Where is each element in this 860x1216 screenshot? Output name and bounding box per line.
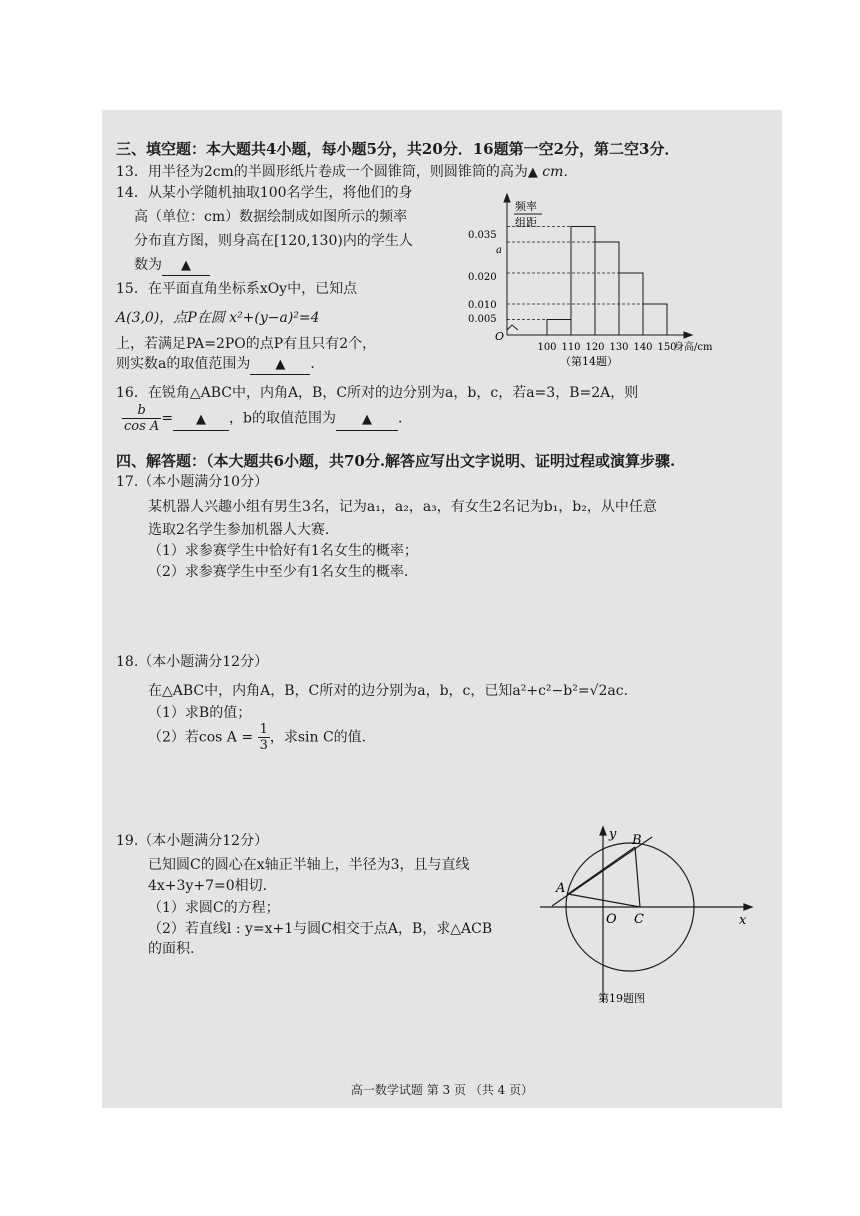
q18-line-3-post: ，求sin C的值.: [269, 729, 367, 746]
q13-tail: cm．: [542, 164, 578, 180]
xtick-label: 150: [657, 342, 677, 353]
hist-bar: [643, 304, 667, 335]
xtick-label: 110: [561, 342, 581, 353]
answer-blank: [336, 409, 398, 431]
q15-line-2: A(3,0)，点P在圆 x²+(y−a)²=4: [116, 310, 320, 326]
answer-blank-mark: ▲: [181, 258, 191, 273]
label-x: x: [739, 913, 747, 928]
histogram-figure: [462, 190, 712, 370]
q17-line-1: 某机器人兴趣小组有男生3名，记为a₁，a₂，a₃，有女生2名记为b₁，b₂，从中任意: [148, 499, 657, 515]
answer-blank: [173, 409, 229, 431]
segment-bc: [635, 847, 640, 907]
section-3-title: 三、填空题：本大题共4小题，每小题5分，共20分．16题第一空2分，第二空3分．: [116, 140, 680, 158]
page-footer: 高一数学试题 第 3 页 （共 4 页）: [350, 1083, 534, 1097]
q16-fraction: [122, 403, 161, 434]
q16-end: ．: [398, 410, 413, 427]
hist-xlabel: 身高/cm: [674, 342, 712, 353]
hist-bar: [595, 242, 619, 335]
q17-line-4: （2）求参赛学生中至少有1名女生的概率.: [148, 564, 409, 580]
x-axis-arrow: [744, 904, 752, 910]
q18-line-3-pre: （2）若cos A =: [148, 729, 254, 746]
q13-text: 13．用半径为2cm的半圆形纸片卷成一个圆锥筒，则圆锥筒的高为: [116, 164, 528, 180]
xtick-label: 100: [537, 342, 557, 353]
xtick-label: 130: [609, 342, 629, 353]
ytick-label-0020: 0.020: [468, 272, 497, 283]
hist-bar: [547, 320, 571, 336]
answer-blank-mark: ▲: [362, 411, 373, 427]
q16-frac-den: cos A: [124, 419, 160, 434]
q18-line-1: 在△ABC中，内角A，B，C所对的边分别为a，b，c，已知a²+c²−b²=√2ac．: [148, 683, 638, 699]
q18-fraction: [258, 722, 270, 753]
origin-label: O: [495, 330, 505, 343]
ytick-label-0010: 0.010: [468, 300, 497, 311]
x-axis-arrow: [684, 332, 692, 338]
q19-head: 19.（本小题满分12分）: [116, 833, 269, 849]
q14-line-1: 14．从某小学随机抽取100名学生，将他们的身: [116, 185, 413, 201]
q16-line-2: [122, 403, 412, 434]
answer-blank-mark: ▲: [275, 357, 286, 372]
q15-tail: 则实数a的取值范围为: [116, 356, 251, 372]
hist-caption: （第14题）: [560, 355, 618, 368]
ytick-label-a: a: [496, 245, 502, 256]
q15-line-3: 上，若满足PA=2PO的点P有且只有2个，: [116, 336, 377, 352]
q14-line-3: 分布直方图，则身高在[120,130)内的学生人: [134, 233, 413, 249]
q19-line-4: （2）若直线l : y=x+1与圆C相交于点A，B，求△ACB: [148, 921, 493, 937]
q19-line-3: （1）求圆C的方程；: [148, 900, 280, 916]
segment-ac: [568, 894, 640, 907]
label-c: C: [634, 912, 644, 927]
hist-ylabel-bottom: 组距: [515, 216, 537, 229]
q17-head: 17.（本小题满分10分）: [116, 474, 269, 490]
q18-frac-den: 3: [259, 738, 268, 753]
label-o: O: [606, 912, 617, 927]
answer-blank-mark: ▲: [527, 165, 538, 180]
q14-tail: 数为: [134, 257, 162, 273]
q17-line-3: （1）求参赛学生中恰好有1名女生的概率；: [148, 543, 418, 559]
q14-line-2: 高（单位：cm）数据绘制成如图所示的频率: [134, 209, 408, 225]
exam-page: [102, 110, 782, 1108]
question-13: [116, 163, 577, 182]
y-axis-arrow: [504, 194, 510, 202]
fig19-caption: 第19题图: [598, 992, 645, 1005]
q19-line-5: 的面积.: [148, 941, 195, 957]
q18-frac-num: 1: [259, 722, 268, 737]
answer-blank: [162, 256, 210, 276]
q18-line-2: （1）求B的值；: [148, 705, 252, 721]
label-a: A: [556, 881, 566, 896]
ytick-label-0005: 0.005: [468, 314, 497, 325]
q19-line-1: 已知圆C的圆心在x轴正半轴上，半径为3，且与直线: [148, 857, 470, 873]
q16-frac-num: b: [122, 403, 161, 419]
hist-bar: [571, 227, 595, 336]
q19-line-2: 4x+3y+7=0相切.: [148, 878, 268, 894]
q16-part2: ，b的取值范围为: [229, 410, 337, 427]
label-y: y: [609, 827, 617, 842]
ytick-label-0035: 0.035: [468, 230, 497, 241]
answer-blank: [250, 355, 310, 375]
q14-line-4: [134, 256, 210, 276]
xtick-label: 120: [585, 342, 605, 353]
q15-line-1: 15．在平面直角坐标系xOy中，已知点: [116, 281, 358, 297]
q15-line-4: 则实数a的取值范围为 ▲ ．: [116, 355, 324, 375]
hist-ylabel-top: 频率: [515, 200, 537, 213]
y-axis-arrow: [600, 827, 606, 835]
circle-figure-19: [534, 822, 756, 1012]
xtick-label: 140: [633, 342, 653, 353]
q16-line-1: 16．在锐角△ABC中，内角A，B，C所对的边分别为a，b，c，若a=3，B=2A，则: [116, 385, 639, 401]
answer-blank-mark: ▲: [196, 411, 207, 427]
q18-head: 18.（本小题满分12分）: [116, 654, 269, 670]
label-b: B: [632, 833, 642, 848]
q17-line-2: 选取2名学生参加机器人大赛.: [148, 522, 330, 538]
axis-break-mark: [507, 325, 518, 330]
q18-line-3: [148, 722, 366, 753]
section-4-title: 四、解答题：（本大题共6小题，共70分.解答应写出文字说明、证明过程或演算步骤.: [116, 452, 676, 470]
q16-eq: =: [161, 410, 174, 427]
